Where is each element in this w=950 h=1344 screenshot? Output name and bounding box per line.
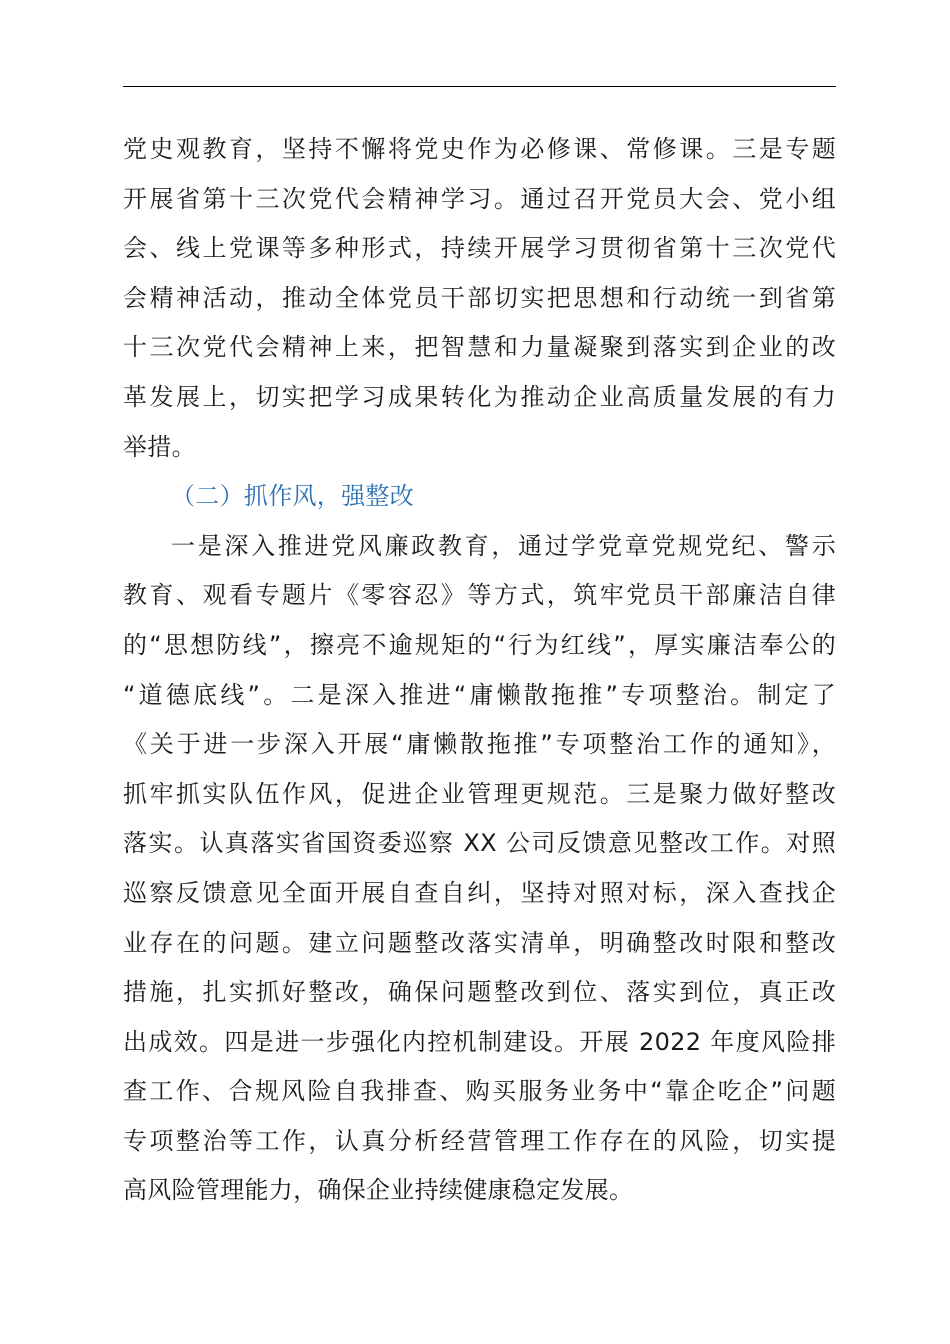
text-line: 十三次党代会精神上来，把智慧和力量凝聚到落实到企业的改: [123, 333, 836, 362]
text-line: “道德底线”。二是深入推进“庸懒散拖推”专项整治。制定了: [123, 680, 836, 709]
text-line: 会、线上党课等多种形式，持续开展学习贯彻省第十三次党代: [123, 234, 836, 263]
text-line: 高风险管理能力，确保企业持续健康稳定发展。: [123, 1176, 634, 1205]
text-line: 落实。认真落实省国资委巡察 XX 公司反馈意见整改工作。对照: [123, 829, 836, 858]
text-line: 开展省第十三次党代会精神学习。通过召开党员大会、党小组: [123, 184, 836, 213]
section-heading: （二）抓作风，强整改: [171, 482, 414, 511]
text-line: 一是深入推进党风廉政教育，通过学党章党规党纪、警示: [171, 531, 836, 560]
text-line: 专项整治等工作，认真分析经营管理工作存在的风险，切实提: [123, 1126, 836, 1155]
text-line: 举措。: [123, 432, 196, 461]
text-line: 革发展上，切实把学习成果转化为推动企业高质量发展的有力: [123, 382, 836, 411]
text-line: 查工作、合规风险自我排查、购买服务业务中“靠企吃企”问题: [123, 1077, 836, 1106]
text-line: 巡察反馈意见全面开展自查自纠，坚持对照对标，深入查找企: [123, 878, 836, 907]
text-line: 《关于进一步深入开展“庸懒散拖推”专项整治工作的通知》，: [123, 730, 836, 759]
text-line: 抓牢抓实队伍作风，促进企业管理更规范。三是聚力做好整改: [123, 779, 836, 808]
paragraph-work-style: [123, 522, 836, 1216]
text-line: 的“思想防线”，擦亮不逾规矩的“行为红线”，厚实廉洁奉公的: [123, 630, 836, 659]
text-line: 会精神活动，推动全体党员干部切实把思想和行动统一到省第: [123, 283, 836, 312]
text-line: 业存在的问题。建立问题整改落实清单，明确整改时限和整改: [123, 928, 836, 957]
document-body: [123, 125, 836, 1216]
text-line: 措施，扎实抓好整改，确保问题整改到位、落实到位，真正改: [123, 978, 836, 1007]
text-line: 党史观教育，坚持不懈将党史作为必修课、常修课。三是专题: [123, 135, 836, 163]
paragraph-party-history: [123, 125, 836, 472]
text-line: 出成效。四是进一步强化内控机制建设。开展 2022 年度风险排: [123, 1027, 836, 1056]
text-line: 教育、观看专题片《零容忍》等方式，筑牢党员干部廉洁自律: [123, 581, 836, 610]
header-rule: [123, 86, 836, 87]
